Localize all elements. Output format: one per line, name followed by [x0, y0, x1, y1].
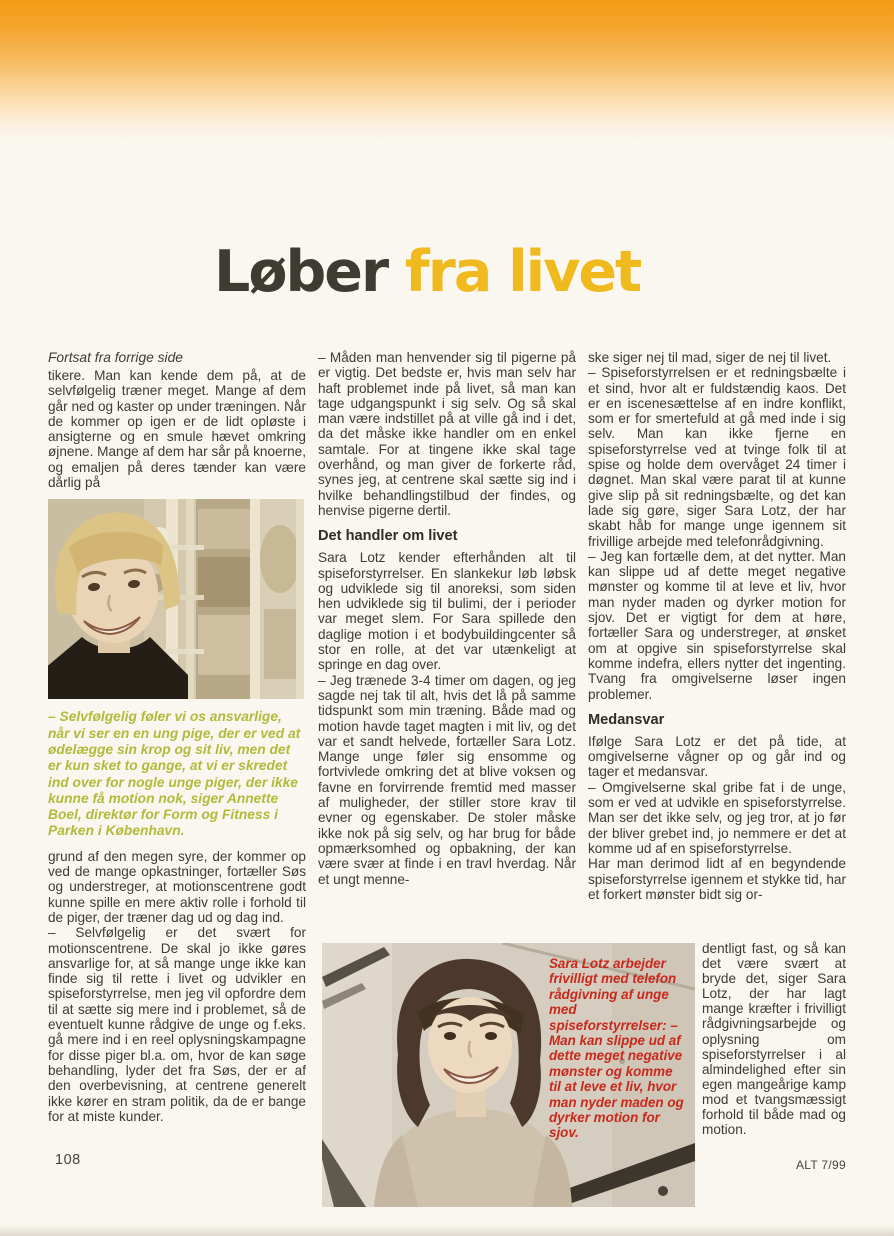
- body-paragraph: ske siger nej til mad, siger de nej til livet.: [588, 350, 832, 365]
- page-number: 108: [55, 1152, 81, 1168]
- page-bottom-edge: [0, 1224, 894, 1236]
- body-paragraph: – Omgivelserne skal gribe fat i de unge, som er ved at udvikle en spiseforstyrrelse. Man ser det ikke selv, og jeg tror, at jo før der bliver grebet ind, jo nemmere er det at komme ud af en spiseforstyrrelse.: [588, 779, 846, 856]
- article-title: [214, 239, 641, 305]
- body-paragraph: Ifølge Sara Lotz er det på tide, at omgivelserne vågner op og går ind og tager et medansvar.: [588, 733, 846, 780]
- article-title-dark: Løber: [214, 239, 388, 305]
- photo-annette-illustration: [48, 499, 304, 699]
- text-column-3: [588, 350, 846, 902]
- article-title-yellow: fra livet: [387, 239, 641, 305]
- body-paragraph: Har man derimod lidt af en begyndende spiseforstyrrelse igennem et stykke tid, har et forkert mønster bidt sig or-: [588, 856, 846, 902]
- photo-sara-lotz: [322, 943, 695, 1207]
- issue-label: ALT 7/99: [796, 1158, 846, 1172]
- body-paragraph: – Jeg kan fortælle dem, at det nytter. Man kan slippe ud af dette meget negative mønster og komme til at leve et liv, hvor man nyder maden og dyrker motion for sjov. Det er vigtigt for dem at høre, fortæller Sara og understreger, at ønsket om at opgive sin spiseforstyrrelse skal komme indefra, ellers nytter det ingenting. Tvang fra omgivelserne løser ingen problemer.: [588, 548, 846, 702]
- section-heading-det-handler-om-livet: Det handler om livet: [318, 528, 458, 545]
- orange-gradient-band: [0, 0, 894, 142]
- photo-caption-sara: Sara Lotz arbejder frivilligt med telefon rådgivning af unge med spiseforstyrrelser: – Man kan slippe ud af dette meget negative mønster og komme til at leve et liv, hvor man nyder maden og dyrker motion for sjov.: [549, 956, 684, 1141]
- text-column-3-narrow: [702, 941, 846, 1137]
- body-paragraph: – Spiseforstyrrelsen er et redningsbælte i et sind, hvor alt er fuldstændig kaos. Det er en iscenesættelse af en indre konflikt, som er for smertefuld at gå med inde i sig selv. Man kan ikke fjerne en spiseforstyrrelse ved at tvinge folk til at spise og holde dem overvåget 24 timer i døgnet. Man skal være parat til at kunne give slip på sit redningsbælte, og det kan lade sig gøre, siger Sara Lotz, der har skabt håb for mange unge igennem sit frivillige arbejde med telefonrådgivning.: [588, 365, 846, 549]
- photo-caption-annette: – Selvfølgelig føler vi os ansvarlige, når vi ser en en ung pige, der er ved at ødelægge sin krop og sit liv, men det er kun sket to gange, at vi er skredet ind over for nogle unge piger, der ikke kunne få motion nok, siger Annette Boel, direktør for Form og Fitness i Parken i København.: [48, 709, 301, 839]
- continued-from-note: Fortsat fra forrige side: [48, 350, 183, 365]
- text-column-1: [48, 350, 306, 1124]
- body-paragraph: dentligt fast, og så kan det være svært at bryde det, siger Sara Lotz, der har lagt mange kræfter i frivilligt rådgivningsarbejde og oplysning om spiseforstyrrelser i al almindelighed efter sin egen mangeårige kamp mod et tvangsmæssigt forhold til både mad og motion.: [702, 941, 846, 1138]
- body-paragraph: grund af den megen syre, der kommer op ved de mange opkastninger, fortæller Søs og understreger, at motionscentrene godt kunne spille en mere aktiv rolle i forhold til de piger, der træner dag ud og dag ind.: [48, 848, 306, 925]
- body-paragraph: – Jeg trænede 3-4 timer om dagen, og jeg sagde nej tak til alt, hvis det lå på samme tidspunkt som min træning. Både mad og motion havde taget magten i mit liv, og det var et sandt helvede, fortæller Sara Lotz. Mange unge føler sig ensomme og fortvivlede omkring det at blive voksen og favne en forvirrende fremtid med masser af muligheder, der stiller store krav til evner og egenskaber. De stoler måske ikke nok på sig selv, og har brug for både opmærksomhed og opbakning, der kan være svær at finde i en travl hverdag. Når et ungt menne-: [318, 672, 576, 887]
- body-paragraph: tikere. Man kan kende dem på, at de selvfølgelig træner meget. Mange af dem går ned og kaster op under træningen. Når de kommer op igen er de lidt opløste i ansigterne og en smule hævet omkring øjnene. Mange af dem har sår på knoerne, og emaljen på deres tænder kan være dårlig på: [48, 368, 306, 491]
- photo-annette-boel: [48, 499, 306, 699]
- body-paragraph: – Måden man henvender sig til pigerne på er vigtig. Det bedste er, hvis man selv har haft problemet inde på livet, så man kan tage udgangspunkt i sig selv. Og så skal man være indstillet på at ville gå ind i det, da det måske ikke handler om en enkel samtale. For at tingene ikke skal tage overhånd, og man giver de forkerte råd, synes jeg, at centrene skal sætte sig ind i hvilke behandlingstilbud der findes, og henvise pigerne dertil.: [318, 350, 576, 518]
- text-column-2: [318, 350, 576, 887]
- body-paragraph: Sara Lotz kender efterhånden alt til spiseforstyrrelser. En slankekur løb løbsk og udviklede sig til anoreksi, som siden hen udviklede sig til bulimi, der i perioder var meget slem. For Sara spillede den daglige motion i et bodybuildingcenter så stor en rolle, at det var utænkeligt at springe en dag over.: [318, 550, 576, 673]
- section-heading-medansvar: Medansvar: [588, 711, 665, 728]
- body-paragraph: – Selvfølgelig er det svært for motionscentrene. De skal jo ikke gøres ansvarlige for, at så mange unge ikke kan finde sig til rette i livet og udvikler en spiseforstyrrelse, men jeg vil opfordre dem til at sætte sig mere ind i problemet, så de eventuelt kunne rådgive de unge og f.eks. gå mere ind i en reel oplysningskampagne for disse piger bl.a. om, hvor de kan søge behandling, lyder det fra Søs, der er af den overbevisning, at centrene generelt ikke kører en stram politik, da de er bange for at miste kunder.: [48, 925, 306, 1124]
